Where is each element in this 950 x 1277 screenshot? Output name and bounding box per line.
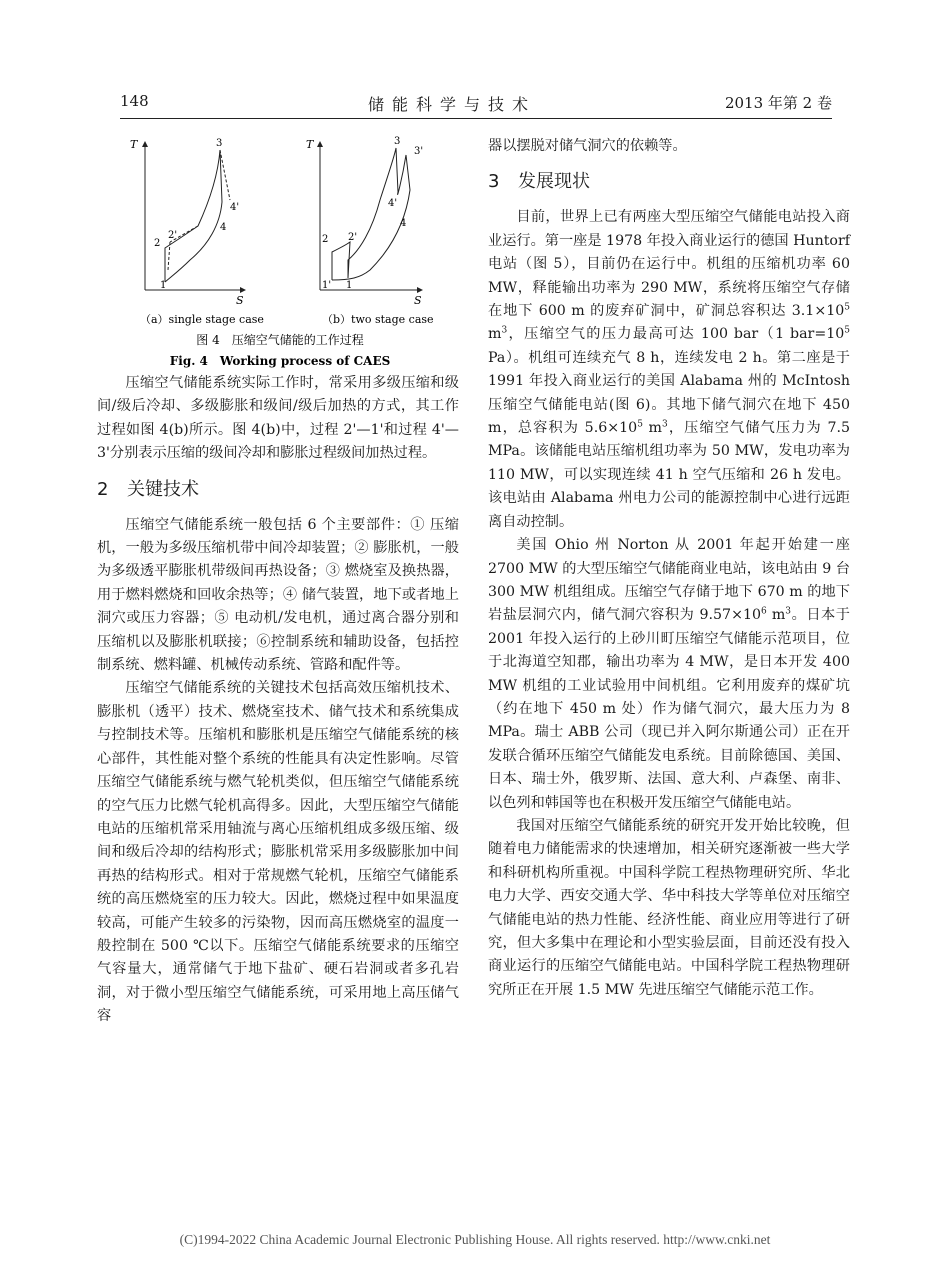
pt-b-3p: 3'	[414, 146, 424, 157]
right-paragraph-1: 目前，世界上已有两座大型压缩空气储能电站投入商业运行。第一座是 1978 年投入商业运行的德国 Huntorf 电站（图 5），目前仍在运行中。机组的压缩机功率 60 MW，释能输出功率为 290 MW，系统将压缩空气存储在地下 600 m 的废弃矿洞中，矿洞总容积达 $3.1\times 10^5$ $m^3$，压缩空气的压力最高可达 100 bar（1 $bar=10^5$ Pa）。机组可连续充气 8 h，连续发电 2 h。第二座是于 1991 年投入商业运行的美国 Alabama 州的 McIntosh 压缩空气储能电站(图 6)。其地下储气洞穴在地下 450 m，总容积为 $5.6\times 10^5$ $m^3$，压缩空气储气压力为 7.5 MPa。该储能电站压缩机组功率为 50 MW，发电功率为 110 MW，可以实现连续 41 h 空气压缩和 26 h 发电。该电站由 Alabama 州电力公司的能源控制中心进行远距离自动控制。	[488, 209, 851, 530]
header-rule	[120, 118, 832, 119]
pt-a-4p: 4'	[230, 202, 240, 213]
section-2-heading	[97, 476, 459, 504]
section-2-number: 2	[97, 478, 109, 500]
right-paragraph-3: 我国对压缩空气储能系统的研究开发开始比较晚，但随着电力储能需求的快速增加，相关研究逐渐被一些大学和科研机构所重视。中国科学院工程热物理研究所、华北电力大学、西安交通大学、华中科技大学等单位对压缩空气储能电站的热力性能、经济性能、商业应用等进行了研究，但大多集中在理论和小型实验层面，目前还没有投入商业运行的压缩空气储能电站。中国科学院工程热物理研究所正在开展 1.5 MW 先进压缩空气储能示范工作。	[488, 817, 850, 998]
pt-b-4: 4	[400, 218, 407, 229]
right-paragraph-2: 美国 Ohio 州 Norton 从 2001 年起开始建一座 2700 MW 的大型压缩空气储能商业电站，该电站由 9 台 300 MW 机组组成。压缩空气存储于地下 670 m 的地下岩盐层洞穴内，储气洞穴容积为 $9.57\times 10^6$ $m^3$。日本于 2001 年投入运行的上砂川町压缩空气储能示范项目，位于北海道空知郡，输出功率为 4 MW，是日本开发 400 MW 机组的工业试验用中间机组。它利用废弃的煤矿坑（约在地下 450 m 处）作为储气洞穴，最大压力为 8 MPa。瑞士 ABB 公司（现已并入阿尔斯通公司）正在开发联合循环压缩空气储能发电系统。目前除德国、美国、日本、瑞士外，俄罗斯、法国、意大利、卢森堡、南非、以色列和韩国等也在积极开发压缩空气储能电站。	[488, 537, 850, 811]
section-3-title: 发展现状	[518, 171, 590, 193]
pt-b-1p: 1'	[322, 280, 332, 291]
ts-diagram	[110, 130, 450, 370]
axis-t-label-a: T	[130, 138, 138, 151]
right-column	[488, 135, 850, 1002]
pt-a-2: 2	[154, 238, 161, 249]
pt-b-2: 2	[322, 234, 329, 245]
left-paragraph-3: 压缩空气储能系统的关键技术包括高效压缩机技术、膨胀机（透平）技术、燃烧室技术、储气技术和系统集成与控制技术等。压缩机和膨胀机是压缩空气储能系统的核心部件，其性能对整个系统的性能具有决定性影响。尽管压缩空气储能系统与燃气轮机类似，但压缩空气储能系统的空气压力比燃气轮机高得多。因此，大型压缩空气储能电站的压缩机常采用轴流与离心压缩机组成多级压缩、级间和级后冷却的结构形式；膨胀机常采用多级膨胀加中间再热的结构形式。相对于常规燃气轮机，压缩空气储能系统的高压燃烧室的压力较大。因此，燃烧过程中如果温度较高，可能产生较多的污染物，因而高压燃烧室的温度一般控制在 500 ℃以下。压缩空气储能系统要求的压缩空气容量大，通常储气于地下盐矿、硬石岩洞或者多孔岩洞，对于微小型压缩空气储能系统，可采用地上高压储气容	[97, 680, 459, 1025]
left-paragraph-1: 压缩空气储能系统实际工作时，常采用多级压缩和级间/级后冷却、多级膨胀和级间/级后加热的方式，其工作过程如图 4(b)所示。图 4(b)中，过程 2'—1'和过程 4'—3'分别表示压缩的级间冷却和膨胀过程级间加热过程。	[97, 375, 459, 462]
figure-caption-cn: 图 4 压缩空气储能的工作过程	[196, 333, 364, 347]
subcaption-a: （a）single stage case	[140, 313, 264, 326]
journal-title: 储能科学与技术	[368, 95, 537, 114]
left-column	[97, 372, 459, 1029]
axis-s-label-b: S	[414, 294, 422, 307]
section-3-number: 3	[488, 171, 500, 193]
pt-a-4: 4	[220, 222, 227, 233]
pt-b-4p: 4'	[388, 198, 398, 209]
panel-a	[130, 138, 264, 326]
pt-a-2p: 2'	[168, 230, 178, 241]
panel-b	[306, 136, 434, 326]
pt-a-3: 3	[216, 138, 223, 149]
pt-b-2p: 2'	[348, 232, 358, 243]
pt-a-1: 1	[160, 280, 167, 291]
pt-b-1: 1	[346, 280, 353, 291]
figure-caption-en: Fig. 4 Working process of CAES	[169, 354, 391, 368]
issue-label: 2013 年第 2 卷	[724, 94, 832, 112]
left-paragraph-2: 压缩空气储能系统一般包括 6 个主要部件：① 压缩机，一般为多级压缩机带中间冷却装置；② 膨胀机，一般为多级透平膨胀机带级间再热设备；③ 燃烧室及换热器，用于燃料燃烧和回收余热等；④ 储气装置，地下或者地上洞穴或压力容器；⑤ 电动机/发电机，通过离合器分别和压缩机以及膨胀机联接；⑥控制系统和辅助设备，包括控制系统、燃料罐、机械传动系统、管路和配件等。	[97, 516, 459, 674]
section-3-heading	[488, 168, 850, 196]
figure-4	[110, 130, 450, 370]
axis-t-label-b: T	[306, 138, 314, 151]
right-continuation: 器以摆脱对储气洞穴的依赖等。	[488, 138, 687, 154]
copyright-footer: (C)1994-2022 China Academic Journal Electronic Publishing House. All rights reserved. http://www.cnki.net	[179, 1232, 771, 1247]
page-number: 148	[120, 92, 149, 110]
section-2-title: 关键技术	[127, 478, 199, 500]
running-header	[120, 92, 832, 116]
subcaption-b: （b）two stage case	[322, 313, 434, 326]
pt-b-3: 3	[394, 136, 401, 147]
axis-s-label-a: S	[236, 294, 244, 307]
